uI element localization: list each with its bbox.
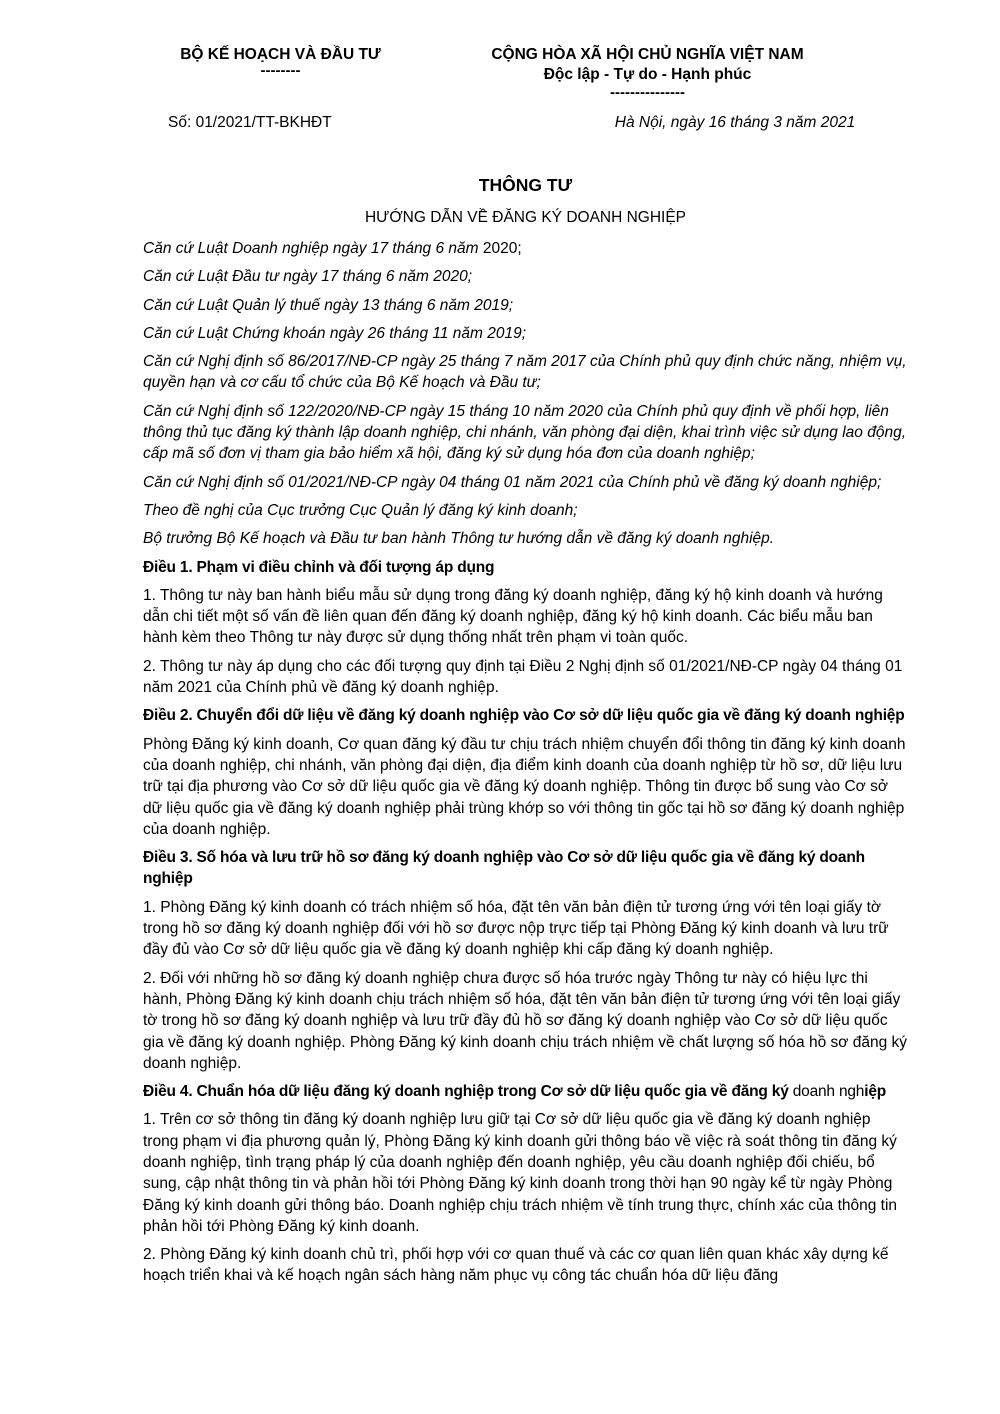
text-run: Phòng Đăng ký kinh doanh, Cơ quan đăng ký đầu tư chịu trách nhiệm chuyển đổi thông tin đăng ký kinh doanh của doanh nghiệp, chi nhánh, văn phòng đại diện, địa điểm kinh doanh của doanh nghiệp từ hồ sơ, dữ liệu lưu trữ tại địa phương vào Cơ sở dữ liệu quốc gia về đăng ký doanh nghiệp. Thông tin được bổ sung vào Cơ sở dữ liệu quốc gia về đăng ký doanh nghiệp phải trùng khớp so với thông tin gốc tại hồ sơ đăng ký doanh nghiệp của doanh nghiệp.	[143, 735, 906, 838]
document-main	[143, 174, 908, 1294]
preamble-paragraph	[143, 472, 908, 493]
body-paragraph	[143, 968, 908, 1074]
country-name: CỘNG HÒA XÃ HỘI CHỦ NGHĨA VIỆT NAM	[491, 46, 804, 63]
place-and-date: Hà Nội, ngày 16 tháng 3 năm 2021	[614, 114, 856, 131]
text-run: Căn cứ Luật Doanh nghiệp ngày 17 tháng 6 năm	[143, 240, 483, 257]
header-right-divider: ---------------	[610, 84, 685, 101]
preamble-paragraph	[143, 351, 908, 394]
header-left-divider: --------	[260, 62, 301, 79]
body-paragraph	[143, 734, 908, 840]
text-run: 1. Thông tư này ban hành biểu mẫu sử dụng trong đăng ký doanh nghiệp, đăng ký hộ kinh doanh và hướng dẫn chi tiết một số vấn đề liên quan đến đăng ký doanh nghiệp, đăng ký hộ kinh doanh. Các biểu mẫu ban hành kèm theo Thông tư này được sử dụng thống nhất trên phạm vi toàn quốc.	[143, 586, 883, 647]
text-run: 2. Đối với những hồ sơ đăng ký doanh nghiệp chưa được số hóa trước ngày Thông tư này có hiệu lực thi hành, Phòng Đăng ký kinh doanh chịu trách nhiệm số hóa, đặt tên văn bản điện tử tương ứng với tên loại giấy tờ trong hồ sơ đăng ký doanh nghiệp và lưu trữ đầy đủ hồ sơ đăng ký doanh nghiệp vào Cơ sở dữ liệu quốc gia về đăng ký doanh nghiệp. Phòng Đăng ký kinh doanh chịu trách nhiệm về chất lượng số hóa hồ sơ đăng ký doanh nghiệp.	[143, 969, 908, 1072]
text-run: doanh ngh	[792, 1083, 865, 1101]
text-run: Điều 1. Phạm vi điều chỉnh và đối tượng áp dụng	[143, 558, 495, 576]
body-paragraph	[143, 656, 908, 699]
text-run: Điều 4. Chuẩn hóa dữ liệu đăng ký doanh nghiệp trong Cơ sở dữ liệu quốc gia về đăng ký	[143, 1083, 793, 1101]
text-run: Căn cứ Nghị định số 122/2020/NĐ-CP ngày 15 tháng 10 năm 2020 của Chính phủ quy định về phối hợp, liên thông thủ tục đăng ký thành lập doanh nghiệp, chi nhánh, văn phòng đại diện, khai trình việc sử dụng lao động, cấp mã số đơn vị tham gia bảo hiểm xã hội, đăng ký sử dụng hóa đơn của doanh nghiệp;	[143, 402, 907, 463]
document-subtitle: HƯỚNG DẪN VỀ ĐĂNG KÝ DOANH NGHIỆP	[364, 209, 687, 226]
body-paragraph	[143, 897, 908, 961]
preamble-paragraph	[143, 295, 908, 316]
issuing-authority: BỘ KẾ HOẠCH VÀ ĐẦU TƯ	[180, 46, 381, 63]
preamble-paragraph	[143, 266, 908, 287]
document-title: THÔNG TƯ	[478, 175, 573, 195]
text-run: Căn cứ Luật Đầu tư ngày 17 tháng 6 năm 2020;	[143, 268, 473, 286]
text-run: Căn cứ Luật Quản lý thuế ngày 13 tháng 6 năm 2019;	[143, 296, 514, 314]
text-run: 2. Phòng Đăng ký kinh doanh chủ trì, phối hợp với cơ quan thuế và các cơ quan liên quan khác xây dựng kế hoạch triển khai và kế hoạch ngân sách hàng năm phục vụ công tác chuẩn hóa dữ liệu đăng	[143, 1246, 889, 1285]
text-run: Điều 2. Chuyển đổi dữ liệu về đăng ký doanh nghiệp vào Cơ sở dữ liệu quốc gia về đăng ký doanh nghiệp	[143, 707, 905, 725]
body-paragraph	[143, 1244, 908, 1287]
document-number: Số: 01/2021/TT-BKHĐT	[168, 114, 332, 131]
body-paragraph	[143, 585, 908, 649]
preamble-paragraph	[143, 238, 908, 259]
text-run: Căn cứ Nghị định số 86/2017/NĐ-CP ngày 25 tháng 7 năm 2017 của Chính phủ quy định chức năng, nhiệm vụ, quyền hạn và cơ cấu tổ chức của Bộ Kế hoạch và Đầu tư;	[143, 353, 907, 392]
national-header-block	[420, 45, 875, 99]
text-run: 1. Phòng Đăng ký kinh doanh có trách nhiệm số hóa, đặt tên văn bản điện tử tương ứng với tên loại giấy tờ trong hồ sơ đăng ký doanh nghiệp đối với hồ sơ được nộp trực tiếp tại Phòng Đăng ký kinh doanh và lưu trữ đầy đủ vào Cơ sở dữ liệu quốc gia về đăng ký doanh nghiệp khi cấp đăng ký doanh nghiệp.	[143, 898, 889, 959]
national-motto: Độc lập - Tự do - Hạnh phúc	[543, 66, 752, 83]
text-run: Bộ trưởng Bộ Kế hoạch và Đầu tư ban hành Thông tư hướng dẫn về đăng ký doanh nghiệp.	[143, 530, 775, 548]
article-heading	[143, 847, 908, 890]
text-run: 2020;	[482, 240, 522, 257]
text-run: 2. Thông tư này áp dụng cho các đối tượng quy định tại Điều 2 Nghị định số 01/2021/NĐ-CP ngày 04 tháng 01 năm 2021 của Chính phủ về đăng ký doanh nghiệp.	[143, 657, 903, 697]
article-heading	[143, 1081, 908, 1102]
preamble-paragraph	[143, 323, 908, 344]
text-run: Điều 3. Số hóa và lưu trữ hồ sơ đăng ký doanh nghiệp vào Cơ sở dữ liệu quốc gia về đăng ký doanh nghiệp	[143, 849, 865, 888]
text-run: Căn cứ Luật Chứng khoán ngày 26 tháng 11 năm 2019;	[143, 324, 527, 342]
text-run: Căn cứ Nghị định số 01/2021/NĐ-CP ngày 04 tháng 01 năm 2021 của Chính phủ về đăng ký doanh nghiệp;	[143, 473, 882, 491]
article-heading	[143, 705, 908, 726]
preamble-paragraph	[143, 401, 908, 465]
text-run: 1. Trên cơ sở thông tin đăng ký doanh nghiệp lưu giữ tại Cơ sở dữ liệu quốc gia về đăng ký doanh nghiệp trong phạm vi địa phương quản lý, Phòng Đăng ký kinh doanh gửi thông báo về việc rà soát thông tin đăng ký doanh nghiệp, tình trạng pháp lý của doanh nghiệp đến doanh nghiệp, yêu cầu doanh nghiệp đối chiếu, bổ sung, cập nhật thông tin và phản hồi tới Phòng Đăng ký kinh doanh trong thời hạn 90 ngày kể từ ngày Phòng Đăng ký kinh doanh gửi thông báo. Doanh nghiệp chịu trách nhiệm về tính trung thực, chính xác của thông tin phản hồi tới Phòng Đăng ký kinh doanh.	[143, 1111, 898, 1235]
preamble-paragraph	[143, 500, 908, 521]
issuing-authority-block	[143, 45, 418, 77]
article-heading	[143, 557, 908, 578]
text-run: Theo đề nghị của Cục trưởng Cục Quản lý đăng ký kinh doanh;	[143, 501, 578, 519]
text-run: iệp	[864, 1083, 887, 1101]
document-body	[143, 238, 908, 1287]
body-paragraph	[143, 1109, 908, 1237]
preamble-paragraph	[143, 528, 908, 549]
